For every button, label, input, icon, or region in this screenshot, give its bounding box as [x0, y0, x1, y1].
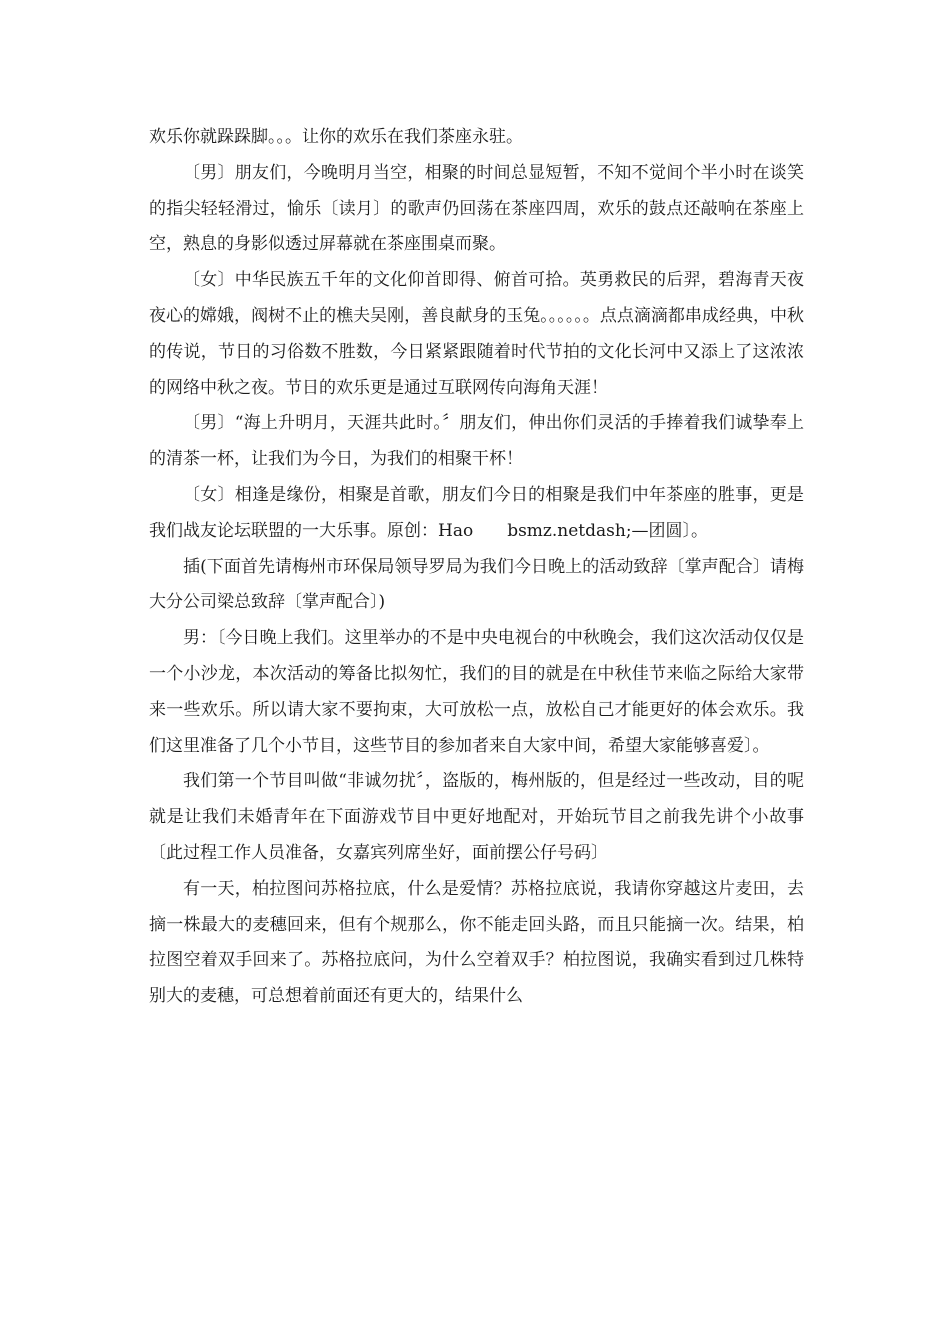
paragraph-3: 〔女〕中华民族五千年的文化仰首即得、俯首可拾。英勇救民的后羿，碧海青天夜夜心的嫦娥，阀树不止的樵夫吴刚，善良献身的玉兔。。。。。。点点滴滴都串成经典，中秋的传说，节日的习俗数不胜数，今日紧紧跟随着时代节拍的文化长河中又添上了这浓浓的网络中秋之夜。节日的欢乐更是通过互联网传向海角天涯！ — [149, 270, 804, 398]
paragraph-7: 男：〔今日晚上我们。这里举办的不是中央电视台的中秋晚会，我们这次活动仅仅是一个小沙龙，本次活动的筹备比拟匆忙，我们的目的就是在中秋佳节来临之际给大家带来一些欢乐。所以请大家不要拘束，大可放松一点，放松自己才能更好的体会欢乐。我们这里准备了几个小节目，这些节目的参加者来自大家中间，希望大家能够喜爱〕。 — [149, 628, 804, 756]
document-body — [149, 120, 804, 1015]
paragraph-9: 有一天，柏拉图问苏格拉底，什么是爱情？苏格拉底说，我请你穿越这片麦田，去摘一株最大的麦穗回来，但有个规那么，你不能走回头路，而且只能摘一次。结果，柏拉图空着双手回来了。苏格拉底问，为什么空着双手？柏拉图说，我确实看到过几株特别大的麦穗，可总想着前面还有更大的，结果什么 — [149, 878, 804, 1007]
paragraph-8: 我们第一个节目叫做“非诚勿扰〞，盗版的，梅州版的，但是经过一些改动，目的呢就是让我们未婚青年在下面游戏节目中更好地配对，开始玩节目之前我先讲个小故事〔此过程工作人员准备，女嘉宾列席坐好，面前摆公仔号码〕 — [149, 771, 804, 863]
paragraph-1: 欢乐你就跺跺脚。。。让你的欢乐在我们茶座永驻。 — [149, 127, 523, 147]
paragraph-2: 〔男〕朋友们，今晚明月当空，相聚的时间总显短暂，不知不觉间个半小时在谈笑的指尖轻轻滑过，愉乐〔读月〕的歌声仍回荡在茶座四周，欢乐的鼓点还敲响在茶座上空，熟息的身影似透过屏幕就在茶座围桌而聚。 — [149, 162, 804, 255]
paragraph-4: 〔男〕“海上升明月，天涯共此时。〞朋友们，伸出你们灵活的手捧着我们诚挚奉上的清茶一杯，让我们为今日，为我们的相聚干杯！ — [149, 413, 804, 470]
paragraph-5: 〔女〕相逢是缘份，相聚是首歌，朋友们今日的相聚是我们中年茶座的胜事，更是我们战友论坛联盟的一大乐事。原创：Hao bsmz.netdash;—团圆〕。 — [149, 484, 804, 541]
paragraph-6: 插(下面首先请梅州市环保局领导罗局为我们今日晚上的活动致辞〔掌声配合〕请梅大分公司梁总致辞〔掌声配合〕) — [149, 556, 804, 613]
